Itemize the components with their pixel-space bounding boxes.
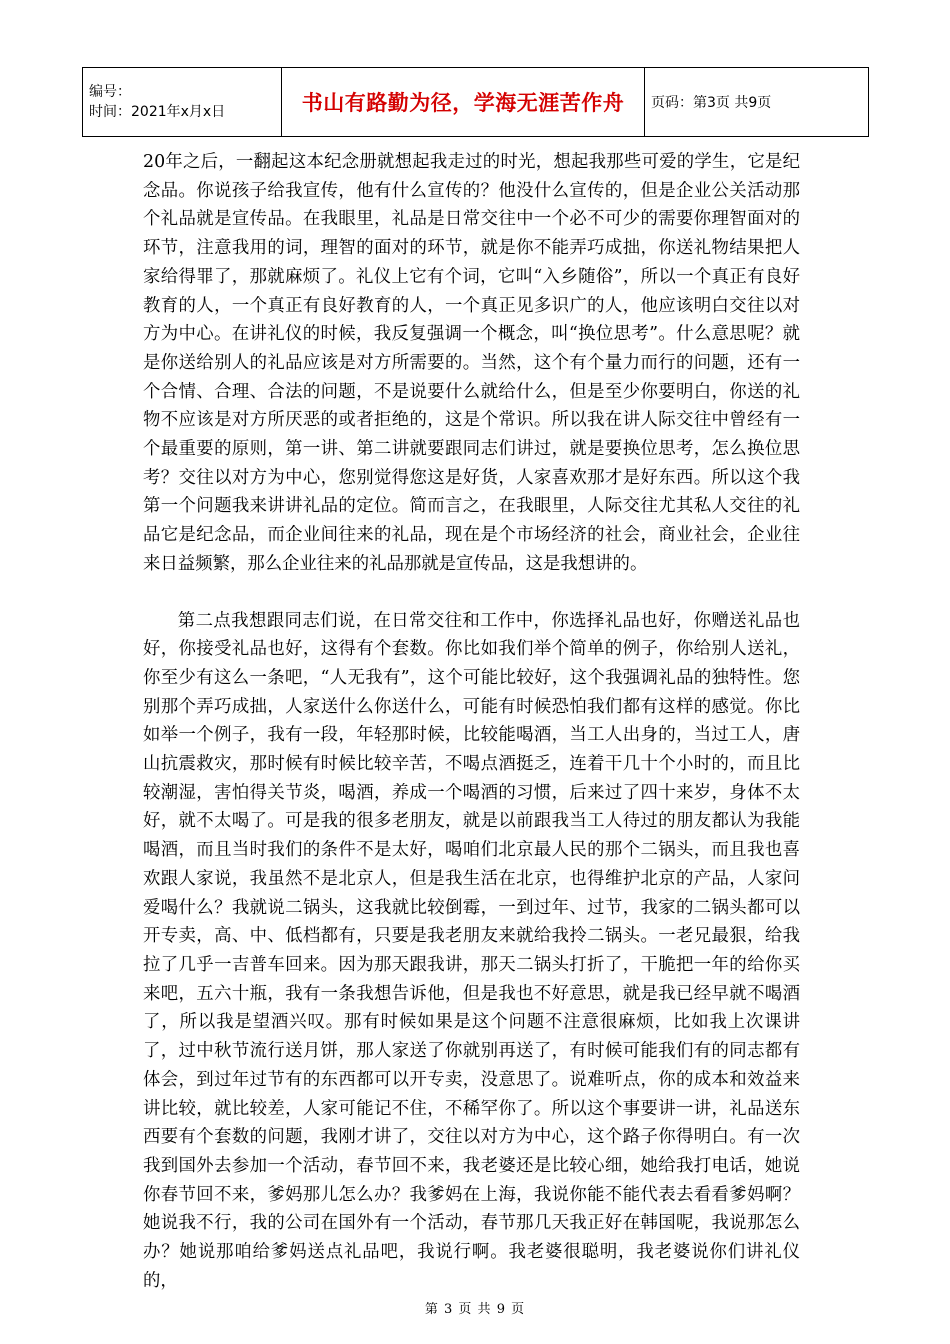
- date-label: 时间：2021年x月x日: [89, 104, 226, 120]
- document-body: [143, 148, 800, 1295]
- header-table: [82, 67, 869, 137]
- header-meta-cell: [83, 68, 282, 137]
- motto: 书山有路勤为径，学海无涯苦作舟: [282, 68, 645, 137]
- page-footer: 第 3 页 共 9 页: [424, 1302, 526, 1317]
- code-label: 编号：: [89, 84, 131, 100]
- paragraph-2: 第二点我想跟同志们说，在日常交往和工作中，你选择礼品也好，你赠送礼品也好，你接受礼品也好，这得有个套数。你比如我们举个简单的例子，你给别人送礼，你至少有这么一条吧，“人无我有”，这个可能比较好，这个我强调礼品的独特性。您别那个弄巧成拙，人家送什么你送什么，可能有时候恐怕我们都有这样的感觉。你比如举一个例子，我有一段，年轻那时候，比较能喝酒，当工人出身的，当过工人，唐山抗震救灾，那时候有时候比较辛苦，不喝点酒挺乏，连着干几十个小时的，而且比较潮湿，害怕得关节炎，喝酒，养成一个喝酒的习惯，后来过了四十来岁，身体不太好，就不太喝了。可是我的很多老朋友，就是以前跟我当工人待过的朋友都认为我能喝酒，而且当时我们的条件不是太好，喝咱们北京最人民的那个二锅头，而且我也喜欢跟人家说，我虽然不是北京人，但是我生活在北京，也得维护北京的产品，人家问爱喝什么？我就说二锅头，这我就比较倒霉，一到过年、过节，我家的二锅头都可以开专卖，高、中、低档都有，只要是我老朋友来就给我拎二锅头。一老兄最狠，给我拉了几乎一吉普车回来。因为那天跟我讲，那天二锅头打折了，干脆把一年的给你买来吧，五六十瓶，我有一条我想告诉他，但是我也不好意思，就是我已经早就不喝酒了，所以我是望酒兴叹。那有时候如果是这个问题不注意很麻烦，比如我上次课讲了，过中秋节流行送月饼，那人家送了你就别再送了，有时候可能我们有的同志都有体会，到过年过节有的东西都可以开专卖，没意思了。说难听点，你的成本和效益来讲比较，就比较差，人家可能记不住，不稀罕你了。所以这个事要讲一讲，礼品送东西要有个套数的问题，我刚才讲了，交往以对方为中心，这个路子你得明白。有一次我到国外去参加一个活动，春节回不来，我老婆还是比较心细，她给我打电话，她说你春节回不来，爹妈那儿怎么办？我爹妈在上海，我说你能不能代表去看看爹妈啊？她说我不行，我的公司在国外有一个活动，春节那几天我正好在韩国呢，我说那怎么办？她说那咱给爹妈送点礼品吧，我说行啊。我老婆很聪明，我老婆说你们讲礼仪的，: [143, 610, 800, 1291]
- page-label: 页码：第3页 共9页: [645, 68, 869, 137]
- paragraph-1: 20年之后，一翻起这本纪念册就想起我走过的时光，想起我那些可爱的学生，它是纪念品。你说孩子给我宣传，他有什么宣传的？他没什么宣传的，但是企业公关活动那个礼品就是宣传品。在我眼里，礼品是日常交往中一个必不可少的需要你理智面对的环节，注意我用的词，理智的面对的环节，就是你不能弄巧成拙，你送礼物结果把人家给得罪了，那就麻烦了。礼仪上它有个词，它叫“入乡随俗”，所以一个真正有良好教育的人，一个真正有良好教育的人，一个真正见多识广的人，他应该明白交往以对方为中心。在讲礼仪的时候，我反复强调一个概念，叫“换位思考”。什么意思呢？就是你送给别人的礼品应该是对方所需要的。当然，这个有个量力而行的问题，还有一个合情、合理、合法的问题，不是说要什么就给什么，但是至少你要明白，你送的礼物不应该是对方所厌恶的或者拒绝的，这是个常识。所以我在讲人际交往中曾经有一个最重要的原则，第一讲、第二讲就要跟同志们讲过，就是要换位思考，怎么换位思考？交往以对方为中心，您别觉得您这是好货，人家喜欢那才是好东西。所以这个我第一个问题我来讲讲礼品的定位。简而言之，在我眼里，人际交往尤其私人交往的礼品它是纪念品，而企业间往来的礼品，现在是个市场经济的社会，商业社会，企业往来日益频繁，那么企业往来的礼品那就是宣传品，这是我想讲的。: [143, 152, 800, 574]
